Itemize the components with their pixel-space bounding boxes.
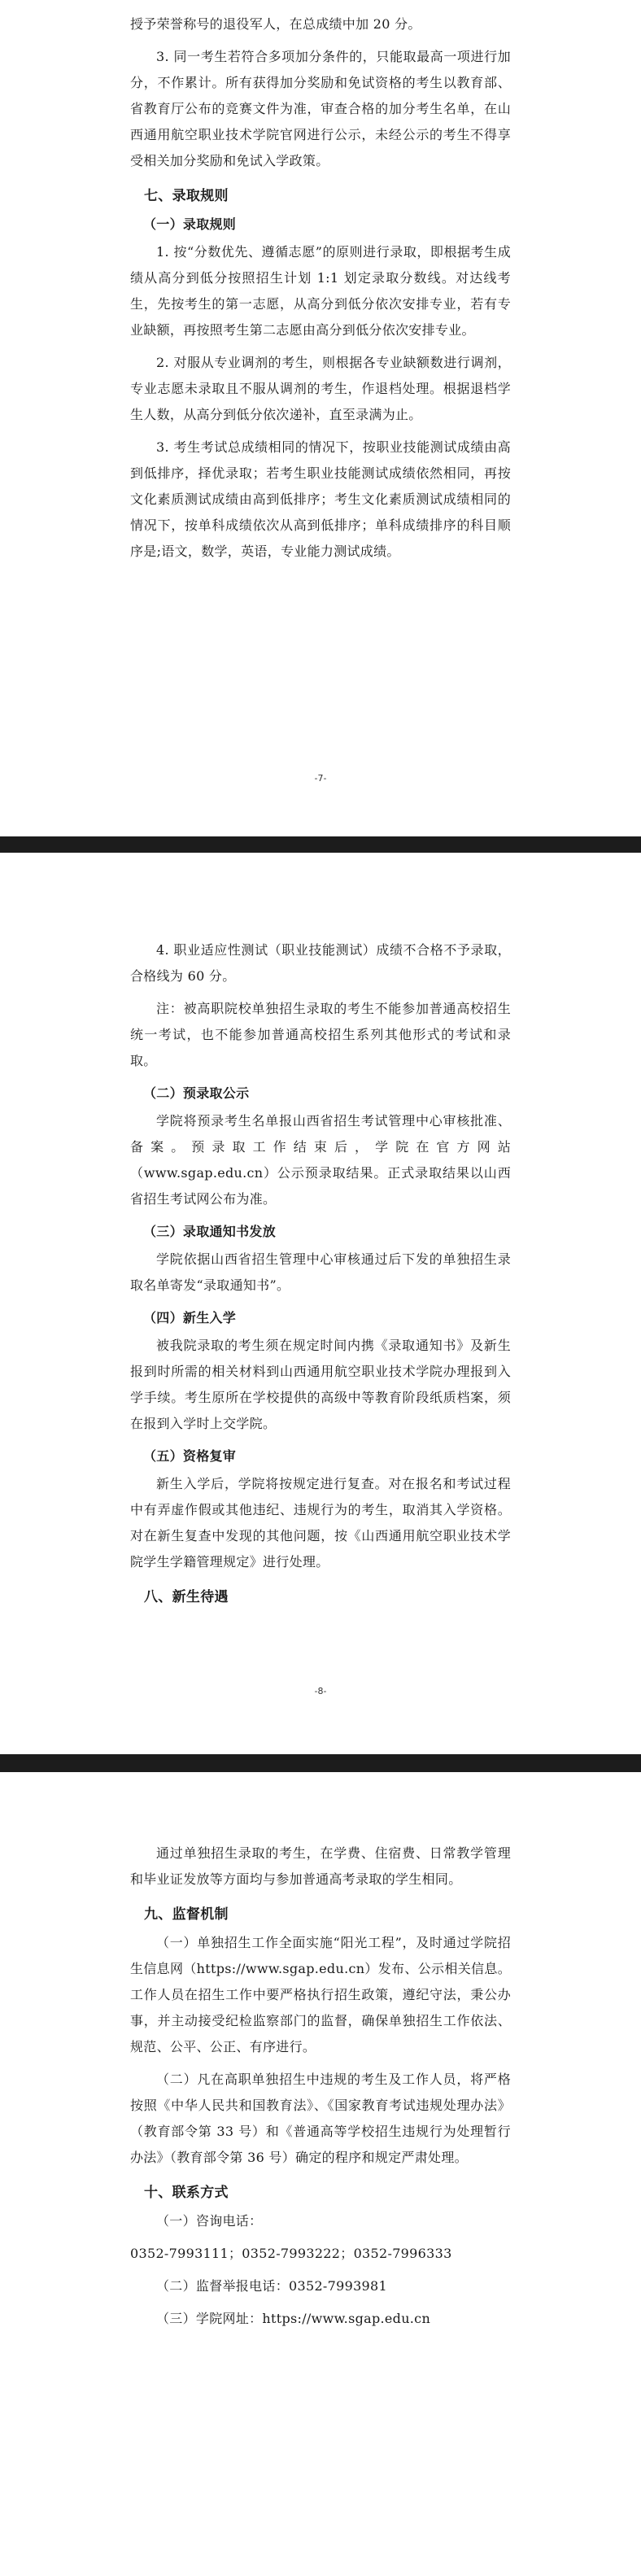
page-7-content [130,11,511,571]
page-separator [0,836,641,853]
document-page-7 [0,0,641,836]
paragraph: 新生入学后，学院将按规定进行复查。对在报名和考试过程中有弄虚作假或其他违纪、违规行为的考生，取消其入学资格。对在新生复查中发现的其他问题，按《山西通用航空职业技术学院学生学籍管理规定》进行处理。 [130,1476,511,1570]
contact-report-phone: （二）监督举报电话：0352-7993981 [156,2278,387,2294]
page-number: -7- [314,773,327,784]
section-heading-contact: 十、联系方式 [144,2185,229,2201]
paragraph: 授予荣誉称号的退役军人，在总成绩中加 20 分。 [130,16,421,32]
section-heading-admission-rules: 七、录取规则 [144,188,229,204]
paragraph: （一）单独招生工作全面实施“阳光工程”，及时通过学院招生信息网（https://www.sgap.edu.cn）发布、公示相关信息。工作人员在招生工作中要严格执行招生政策，遵纪守法，秉公办事，并主动接受纪检监察部门的监督，确保单独招生工作依法、规范、公平、公正、有序进行。 [130,1935,511,2054]
paragraph: （二）凡在高职单独招生中违规的考生及工作人员，将严格按照《中华人民共和国教育法》、《国家教育考试违规处理办法》（教育部令第 33 号）和《普通高等学校招生违规行为处理暂行办法》（教育部令第 36 号）确定的程序和规定严肃处理。 [130,2072,511,2165]
paragraph: 2. 对服从专业调剂的考生，则根据各专业缺额数进行调剂，专业志愿未录取且不服从调剂的考生，作退档处理。根据退档学生人数，从高分到低分依次递补，直至录满为止。 [130,355,511,422]
paragraph: 被我院录取的考生须在规定时间内携《录取通知书》及新生报到时所需的相关材料到山西通用航空职业技术学院办理报到入学手续。考生原所在学校提供的高级中等教育阶段纸质档案，须在报到入学时上交学院。 [130,1338,511,1431]
page-8-content [130,937,511,1613]
subsection-heading-enrollment: （四）新生入学 [143,1310,237,1325]
paragraph-note: 注：被高职院校单独招生录取的考生不能参加普通高校招生统一考试，也不能参加普通高校招生系列其他形式的考试和录取。 [130,1001,511,1068]
paragraph: 通过单独招生录取的考生，在学费、住宿费、日常教学管理和毕业证发放等方面均与参加普通高考录取的学生相同。 [130,1845,511,1887]
subsection-heading-notice-issuance: （三）录取通知书发放 [143,1224,277,1239]
section-heading-new-student-treatment: 八、新生待遇 [144,1589,229,1605]
section-heading-supervision: 九、监督机制 [144,1906,229,1923]
page-separator [0,1754,641,1772]
paragraph: 3. 同一考生若符合多项加分条件的，只能取最高一项进行加分，不作累计。所有获得加分奖励和免试资格的考生以教育部、省教育厅公布的竞赛文件为准，审查合格的加分考生名单，在山西通用航空职业技术学院官网进行公示，未经公示的考生不得享受相关加分奖励和免试入学政策。 [130,49,511,168]
paragraph: 1. 按“分数优先、遵循志愿”的原则进行录取，即根据考生成绩从高分到低分按照招生计划 1:1 划定录取分数线。对达线考生，先按考生的第一志愿，从高分到低分依次安排专业，若有专业缺额，再按照考生第二志愿由高分到低分依次安排专业。 [130,244,511,338]
paragraph: 学院将预录考生名单报山西省招生考试管理中心审核批准、备案。预录取工作结束后，学院在官方网站（www.sgap.edu.cn）公示预录取结果。正式录取结果以山西省招生考试网公布为准。 [130,1113,511,1207]
paragraph: 学院依据山西省招生管理中心审核通过后下发的单独招生录取名单寄发“录取通知书”。 [130,1251,511,1293]
contact-consult-label: （一）咨询电话： [156,2213,263,2229]
subsection-heading-qualification-review: （五）资格复审 [143,1448,237,1464]
contact-consult-numbers: 0352-7993111；0352-7993222；0352-7996333 [130,2246,452,2261]
document-page-9 [0,1772,641,2576]
paragraph: 4. 职业适应性测试（职业技能测试）成绩不合格不予录取，合格线为 60 分。 [130,942,511,984]
subsection-heading-admission-rules: （一）录取规则 [143,216,237,232]
page-number: -8- [314,1686,327,1696]
page-9-content [130,1840,511,2338]
contact-website: （三）学院网址：https://www.sgap.edu.cn [156,2311,431,2326]
subsection-heading-pre-admission: （二）预录取公示 [143,1085,250,1101]
document-page-8 [0,853,641,1754]
paragraph: 3. 考生考试总成绩相同的情况下，按职业技能测试成绩由高到低排序，择优录取；若考生职业技能测试成绩依然相同，再按文化素质测试成绩由高到低排序；考生文化素质测试成绩相同的情况下，按单科成绩依次从高到低排序；单科成绩排序的科目顺序是;语文，数学，英语，专业能力测试成绩。 [130,439,511,559]
